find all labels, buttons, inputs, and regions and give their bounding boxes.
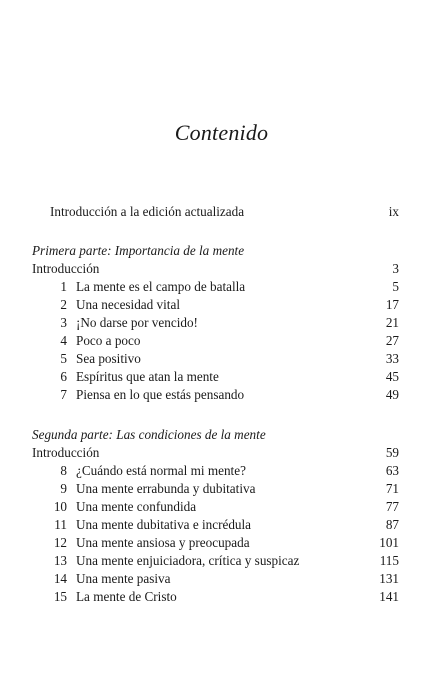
chapter-label: La mente es el campo de batalla	[76, 279, 246, 294]
chapter-page: 101	[379, 535, 399, 550]
table-row	[0, 480, 443, 498]
part-2-intro-page: 59	[385, 445, 399, 460]
chapter-label: ¿Cuándo está normal mi mente?	[76, 463, 246, 478]
chapter-label: Una mente dubitativa e incrédula	[76, 517, 252, 532]
chapter-page: 17	[385, 297, 399, 312]
chapter-number: 6	[60, 369, 67, 384]
chapter-label: La mente de Cristo	[76, 589, 177, 604]
table-row	[0, 534, 443, 552]
table-row	[0, 588, 443, 606]
toc-intro-page: ix	[388, 204, 399, 219]
chapter-number: 5	[60, 351, 67, 366]
part-1-intro-row	[0, 260, 443, 278]
chapter-label: Poco a poco	[76, 333, 141, 348]
chapter-number: 7	[60, 387, 67, 402]
chapter-label: Una mente errabunda y dubitativa	[76, 481, 256, 496]
part-title-1: Primera parte: Importancia de la mente	[32, 243, 245, 258]
table-row	[0, 498, 443, 516]
table-row	[0, 386, 443, 404]
table-row	[0, 278, 443, 296]
part-1-intro-label: Introducción	[32, 261, 100, 276]
table-row	[0, 462, 443, 480]
chapter-page: 87	[385, 517, 399, 532]
chapter-label: ¡No darse por vencido!	[76, 315, 198, 330]
toc-intro-label: Introducción a la edición actualizada	[50, 204, 245, 219]
chapter-page: 27	[385, 333, 399, 348]
table-row	[0, 516, 443, 534]
table-row	[0, 368, 443, 386]
chapter-label: Una mente ansiosa y preocupada	[76, 535, 250, 550]
table-row	[0, 332, 443, 350]
chapter-number: 1	[60, 279, 67, 294]
chapter-number: 14	[53, 571, 67, 586]
chapter-label: Espíritus que atan la mente	[76, 369, 219, 384]
chapter-page: 71	[385, 481, 399, 496]
chapter-label: Piensa en lo que estás pensando	[76, 387, 245, 402]
chapter-number: 2	[60, 297, 67, 312]
page-title: Contenido	[174, 120, 269, 145]
chapter-number: 15	[53, 589, 67, 604]
chapter-page: 21	[385, 315, 399, 330]
part-1-intro-page: 3	[392, 261, 399, 276]
chapter-label: Una mente pasiva	[76, 571, 171, 586]
table-row	[0, 314, 443, 332]
chapter-page: 45	[385, 369, 399, 384]
chapter-page: 5	[392, 279, 399, 294]
chapter-number: 4	[60, 333, 67, 348]
chapter-page: 33	[385, 351, 399, 366]
chapter-number: 11	[54, 517, 67, 532]
chapter-label: Una mente enjuiciadora, crítica y suspicaz	[76, 553, 300, 568]
chapter-label: Una mente confundida	[76, 499, 197, 514]
chapter-label: Una necesidad vital	[76, 297, 180, 312]
chapter-page: 141	[379, 589, 399, 604]
toc-intro-row	[0, 203, 443, 221]
chapter-number: 12	[53, 535, 67, 550]
chapter-page: 115	[379, 553, 399, 568]
part-2-intro-row	[0, 444, 443, 462]
chapter-number: 8	[60, 463, 67, 478]
part-title-2: Segunda parte: Las condiciones de la mente	[32, 427, 266, 442]
chapter-number: 9	[60, 481, 67, 496]
chapter-number: 13	[53, 553, 67, 568]
table-row	[0, 570, 443, 588]
table-row	[0, 350, 443, 368]
chapter-page: 63	[385, 463, 399, 478]
chapter-page: 49	[385, 387, 399, 402]
table-row	[0, 296, 443, 314]
chapter-page: 77	[385, 499, 399, 514]
chapter-label: Sea positivo	[76, 351, 141, 366]
part-2-intro-label: Introducción	[32, 445, 100, 460]
chapter-page: 131	[379, 571, 399, 586]
chapter-number: 10	[53, 499, 67, 514]
chapter-number: 3	[60, 315, 67, 330]
table-row	[0, 552, 443, 570]
